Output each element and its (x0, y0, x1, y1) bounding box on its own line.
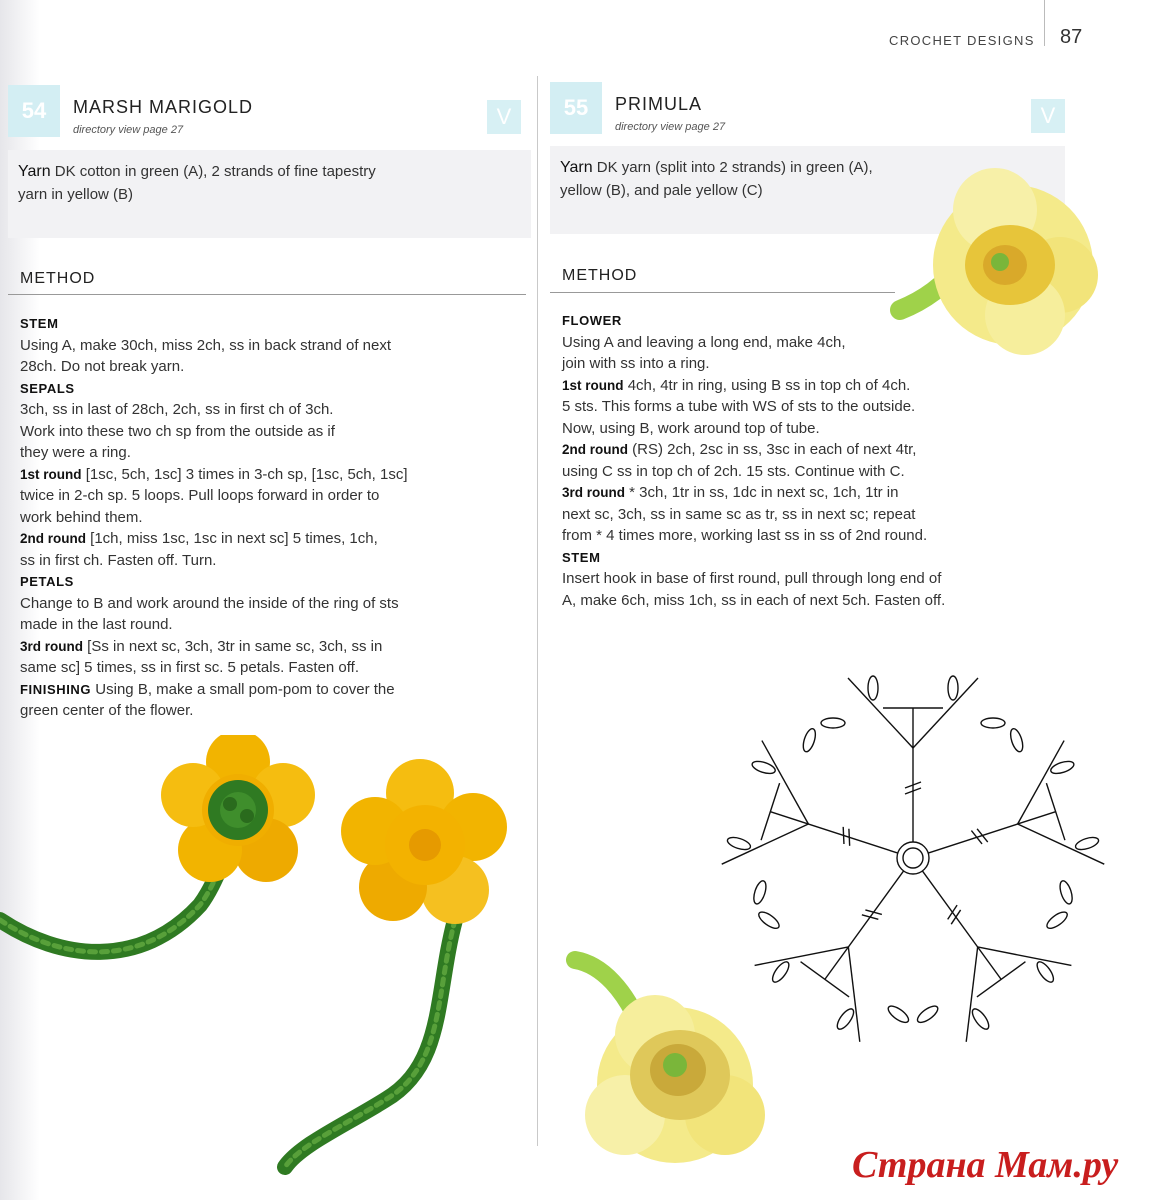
round-label: 1st round (20, 466, 82, 482)
method-heading: METHOD (562, 267, 638, 284)
instruction-text: 4ch, 4tr in ring, using B ss in top ch of 4ch. (627, 376, 911, 394)
round-label: 1st round (562, 377, 624, 393)
instruction-line: Change to B and work around the inside of the ring of sts (20, 594, 399, 612)
design-badge: V (1031, 99, 1065, 133)
instruction-line: ss in first ch. Fasten off. Turn. (20, 551, 217, 569)
yarn-label: Yarn (560, 159, 593, 176)
pattern-title: MARSH MARIGOLD (73, 97, 254, 117)
method-steps (20, 313, 520, 722)
instruction-line: next sc, 3ch, ss in same sc as tr, ss in next sc; repeat (562, 505, 916, 523)
section-title: PETALS (20, 574, 74, 589)
instruction-line: Now, using B, work around top of tube. (562, 419, 820, 437)
instruction-text: [Ss in next sc, 3ch, 3tr in same sc, 3ch, ss in (87, 637, 383, 655)
marigold-flower (161, 735, 315, 882)
instruction-line: green center of the flower. (20, 702, 194, 719)
method-rule (8, 294, 526, 295)
pattern-title: PRIMULA (615, 94, 703, 114)
instruction-line: made in the last round. (20, 616, 173, 633)
section-title: STEM (562, 549, 601, 565)
instruction-line: same sc] 5 times, ss in first sc. 5 petals. Fasten off. (20, 659, 360, 676)
yarn-text: yellow (B), and pale yellow (C) (560, 182, 763, 199)
marsh-marigold-photo (0, 735, 530, 1185)
chart-arm (732, 817, 978, 1059)
instruction-line: A, make 6ch, miss 1ch, ss in each of next 5ch. Fasten off. (562, 591, 946, 609)
primula-photo (885, 165, 1100, 365)
chart-arm (848, 817, 1094, 1059)
pattern-number: 55 (550, 82, 602, 134)
instruction-line: 28ch. Do not break yarn. (20, 358, 185, 375)
instruction-line: join with ss into a ring. (562, 355, 710, 372)
instruction-text: (RS) 2ch, 2sc in ss, 3sc in each of next 4tr, (632, 441, 917, 458)
crochet-chart (700, 655, 1130, 1065)
chart-arm (821, 676, 1005, 842)
round-label: 3rd round (20, 638, 83, 654)
yarn-text: DK yarn (split into 2 strands) in green (A), (596, 159, 873, 176)
round-label: FINISHING (20, 681, 92, 697)
round-label: 2nd round (20, 531, 86, 546)
yarn-label: Yarn (18, 163, 51, 180)
page-number: 87 (1060, 26, 1083, 48)
method-heading: METHOD (20, 270, 96, 287)
running-head: CROCHET DESIGNS (889, 33, 1035, 48)
chart-arm (900, 714, 1115, 940)
section-title: STEM (20, 316, 59, 331)
directory-reference: directory view page 27 (615, 121, 726, 133)
instruction-line: they were a ring. (20, 444, 131, 461)
round-label: 2nd round (562, 442, 628, 457)
instruction-line: Work into these two ch sp from the outside as if (20, 422, 335, 440)
site-watermark: Страна Мам.ру (852, 1144, 1119, 1186)
instruction-line: work behind them. (20, 508, 143, 526)
section-title: FLOWER (562, 313, 622, 328)
instruction-line: Using A, make 30ch, miss 2ch, ss in back strand of next (20, 336, 392, 354)
instruction-text: * 3ch, 1tr in ss, 1dc in next sc, 1ch, 1tr in (629, 484, 899, 501)
chart-arm (711, 714, 926, 940)
yarn-box (8, 150, 531, 238)
directory-reference: directory view page 27 (73, 124, 184, 136)
instruction-line: 5 sts. This forms a tube with WS of sts to the outside. (562, 398, 916, 415)
instruction-line: Using A and leaving a long end, make 4ch, (562, 333, 846, 351)
instruction-line: Insert hook in base of first round, pull through long end of (562, 570, 942, 587)
yarn-text: DK cotton in green (A), 2 strands of fine tapestry (54, 163, 376, 180)
instruction-line: from * 4 times more, working last ss in ss of 2nd round. (562, 527, 928, 544)
design-badge: V (487, 100, 521, 134)
marigold-flower (341, 759, 507, 924)
instruction-line: twice in 2-ch sp. 5 loops. Pull loops forward in order to (20, 487, 380, 504)
pattern-number: 54 (8, 85, 60, 137)
instruction-text: [1ch, miss 1sc, 1sc in next sc] 5 times, 1ch, (90, 530, 378, 547)
instruction-text: Using B, make a small pom-pom to cover the (95, 680, 395, 698)
column-divider (537, 76, 538, 1146)
section-title: SEPALS (20, 380, 75, 396)
header-divider (1044, 0, 1045, 46)
instruction-text: [1sc, 5ch, 1sc] 3 times in 3-ch sp, [1sc, 5ch, 1sc] (85, 465, 408, 483)
instruction-line: 3ch, ss in last of 28ch, 2ch, ss in first ch of 3ch. (20, 401, 334, 418)
center-ring (903, 848, 923, 868)
center-ring (897, 842, 929, 874)
method-rule (550, 292, 895, 293)
yarn-text: yarn in yellow (B) (18, 186, 134, 203)
instruction-line: using C ss in top ch of 2ch. 15 sts. Continue with C. (562, 462, 905, 480)
round-label: 3rd round (562, 485, 625, 500)
